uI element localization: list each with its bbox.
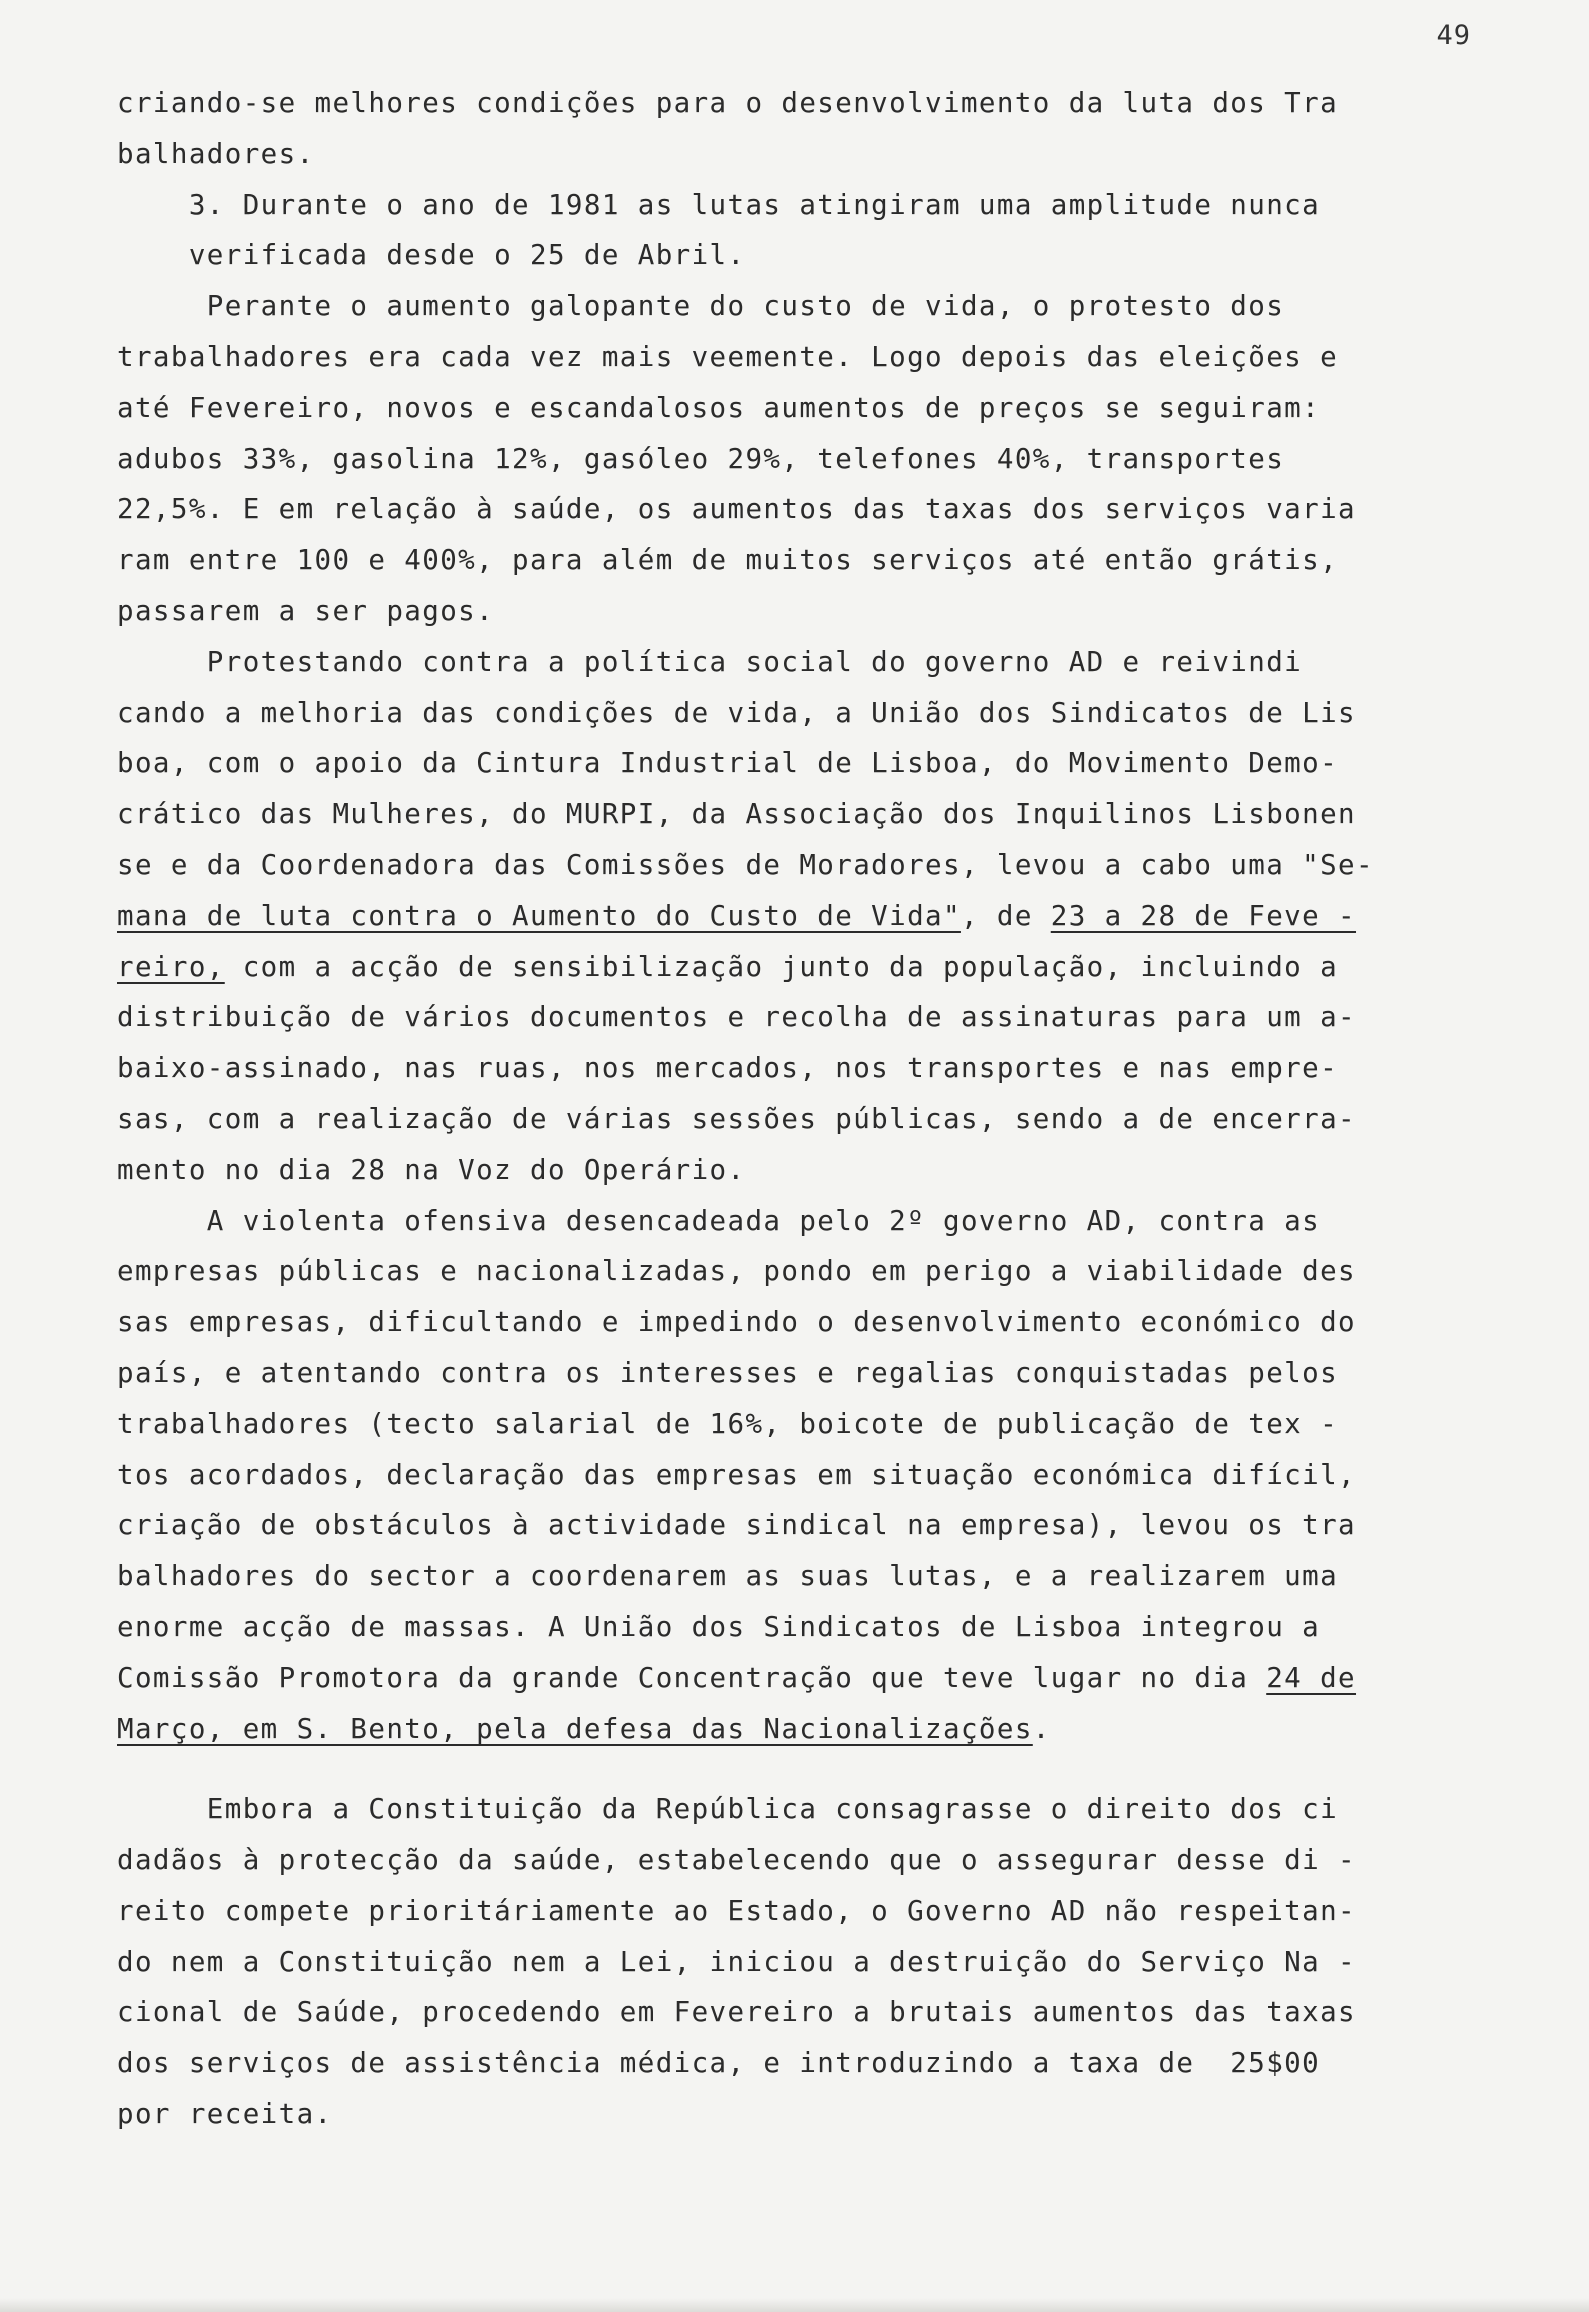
text-line xyxy=(117,1602,1462,1653)
text-line xyxy=(117,2038,1462,2089)
paragraph xyxy=(117,281,1462,637)
text-line xyxy=(117,992,1462,1043)
text-segment: por receita. xyxy=(117,2098,333,2131)
text-line xyxy=(117,586,1462,637)
text-line xyxy=(117,1348,1462,1399)
text-segment: baixo-assinado, nas ruas, nos mercados, nos transportes e nas empre- xyxy=(117,1052,1339,1085)
text-segment: dos serviços de assistência médica, e introduzindo a taxa de 25$00 xyxy=(117,2047,1321,2080)
text-line xyxy=(117,1937,1462,1988)
text-line xyxy=(117,688,1462,739)
text-line xyxy=(117,332,1462,383)
text-segment: reito compete prioritáriamente ao Estado, o Governo AD não respeitan- xyxy=(117,1894,1356,1927)
text-line xyxy=(117,1704,1462,1755)
text-segment: Perante o aumento galopante do custo de vida, o protesto dos xyxy=(117,290,1285,323)
underlined-text: mana de luta contra o Aumento do Custo de Vida" xyxy=(117,899,961,932)
text-line xyxy=(117,1196,1462,1247)
text-line xyxy=(117,180,1462,231)
paragraph-gap xyxy=(117,1754,1462,1784)
text-segment: do nem a Constituição nem a Lei, iniciou a destruição do Serviço Na - xyxy=(117,1945,1356,1978)
body-text xyxy=(117,78,1462,2140)
text-segment: com a acção de sensibilização junto da população, incluindo a xyxy=(224,950,1339,983)
text-line xyxy=(117,942,1462,993)
text-line xyxy=(117,1551,1462,1602)
text-line xyxy=(117,1886,1462,1937)
text-line xyxy=(117,1987,1462,2038)
text-line xyxy=(117,1043,1462,1094)
text-line xyxy=(117,78,1462,129)
text-segment: país, e atentando contra os interesses e regalias conquistadas pelos xyxy=(117,1356,1339,1389)
underlined-text: reiro, xyxy=(117,950,225,983)
text-segment: criando-se melhores condições para o desenvolvimento da luta dos Tra xyxy=(117,87,1339,119)
text-segment: crático das Mulheres, do MURPI, da Associação dos Inquilinos Lisbonen xyxy=(117,798,1356,831)
text-segment: 22,5%. E em relação à saúde, os aumentos das taxas dos serviços varia xyxy=(117,493,1356,526)
paragraph xyxy=(117,78,1462,180)
text-line xyxy=(117,1450,1462,1501)
text-segment: ram entre 100 e 400%, para além de muitos serviços até então grátis, xyxy=(117,544,1339,577)
text-line xyxy=(117,484,1462,535)
page-bottom-edge xyxy=(0,2298,1589,2312)
text-segment: verificada desde o 25 de Abril. xyxy=(117,239,746,272)
paragraph xyxy=(117,180,1462,282)
text-line xyxy=(117,1784,1462,1835)
page-number: 49 xyxy=(1436,20,1471,51)
text-segment: enorme acção de massas. A União dos Sindicatos de Lisboa integrou a xyxy=(117,1610,1321,1643)
underlined-text: 23 a 28 de Feve - xyxy=(1050,899,1357,932)
text-line xyxy=(117,789,1462,840)
text-segment: Protestando contra a política social do governo AD e reivindi xyxy=(117,645,1303,678)
text-line xyxy=(117,281,1462,332)
text-segment: Embora a Constituição da República consagrasse o direito dos ci xyxy=(117,1793,1339,1826)
text-segment: adubos 33%, gasolina 12%, gasóleo 29%, telefones 40%, transportes xyxy=(117,442,1285,475)
text-segment: sas, com a realização de várias sessões públicas, sendo a de encerra- xyxy=(117,1102,1356,1135)
text-segment: trabalhadores era cada vez mais veemente. Logo depois das eleições e xyxy=(117,340,1339,373)
text-segment: empresas públicas e nacionalizadas, pondo em perigo a viabilidade des xyxy=(117,1255,1356,1288)
text-line xyxy=(117,1297,1462,1348)
text-segment: . xyxy=(1032,1712,1051,1745)
text-line xyxy=(117,1500,1462,1551)
text-segment: cando a melhoria das condições de vida, a União dos Sindicatos de Lis xyxy=(117,696,1356,729)
text-line xyxy=(117,1145,1462,1196)
text-segment: balhadores do sector a coordenarem as suas lutas, e a realizarem uma xyxy=(117,1560,1339,1593)
text-line xyxy=(117,129,1462,180)
text-segment: cional de Saúde, procedendo em Fevereiro a brutais aumentos das taxas xyxy=(117,1996,1356,2029)
text-segment: passarem a ser pagos. xyxy=(117,594,495,627)
text-segment: dadãos à protecção da saúde, estabelecendo que o assegurar desse di - xyxy=(117,1844,1356,1877)
text-line xyxy=(117,1094,1462,1145)
text-segment: sas empresas, dificultando e impedindo o desenvolvimento económico do xyxy=(117,1306,1356,1339)
text-line xyxy=(117,434,1462,485)
underlined-text: Março, em S. Bento, pela defesa das Nacionalizações xyxy=(117,1712,1033,1745)
text-line xyxy=(117,2089,1462,2140)
text-segment: tos acordados, declaração das empresas em situação económica difícil, xyxy=(117,1458,1356,1491)
paragraph xyxy=(117,637,1462,1196)
underlined-text: 24 de xyxy=(1266,1661,1357,1694)
text-segment: mento no dia 28 na Voz do Operário. xyxy=(117,1153,746,1186)
text-line xyxy=(117,891,1462,942)
text-segment: Comissão Promotora da grande Concentração que teve lugar no dia xyxy=(117,1661,1267,1694)
text-segment: 3. Durante o ano de 1981 as lutas atingiram uma amplitude nunca xyxy=(117,188,1321,221)
text-segment: até Fevereiro, novos e escandalosos aumentos de preços se seguiram: xyxy=(117,391,1321,424)
text-line xyxy=(117,383,1462,434)
paragraph xyxy=(117,1754,1462,2140)
text-line xyxy=(117,1835,1462,1886)
text-segment: trabalhadores (tecto salarial de 16%, boicote de publicação de tex - xyxy=(117,1407,1339,1440)
text-segment: boa, com o apoio da Cintura Industrial de Lisboa, do Movimento Demo- xyxy=(117,747,1339,780)
paragraph xyxy=(117,1196,1462,1755)
text-line xyxy=(117,1653,1462,1704)
text-segment: se e da Coordenadora das Comissões de Moradores, levou a cabo uma "Se- xyxy=(117,848,1374,881)
text-segment: criação de obstáculos à actividade sindical na empresa), levou os tra xyxy=(117,1509,1356,1542)
text-segment: distribuição de vários documentos e recolha de assinaturas para um a- xyxy=(117,1001,1356,1034)
text-line xyxy=(117,637,1462,688)
text-line xyxy=(117,1246,1462,1297)
text-segment: A violenta ofensiva desencadeada pelo 2º governo AD, contra as xyxy=(117,1204,1321,1237)
text-line xyxy=(117,535,1462,586)
text-segment: , de xyxy=(960,899,1051,932)
text-line xyxy=(117,738,1462,789)
text-line xyxy=(117,1399,1462,1450)
text-line xyxy=(117,840,1462,891)
text-line xyxy=(117,230,1462,281)
text-segment: balhadores. xyxy=(117,137,315,170)
